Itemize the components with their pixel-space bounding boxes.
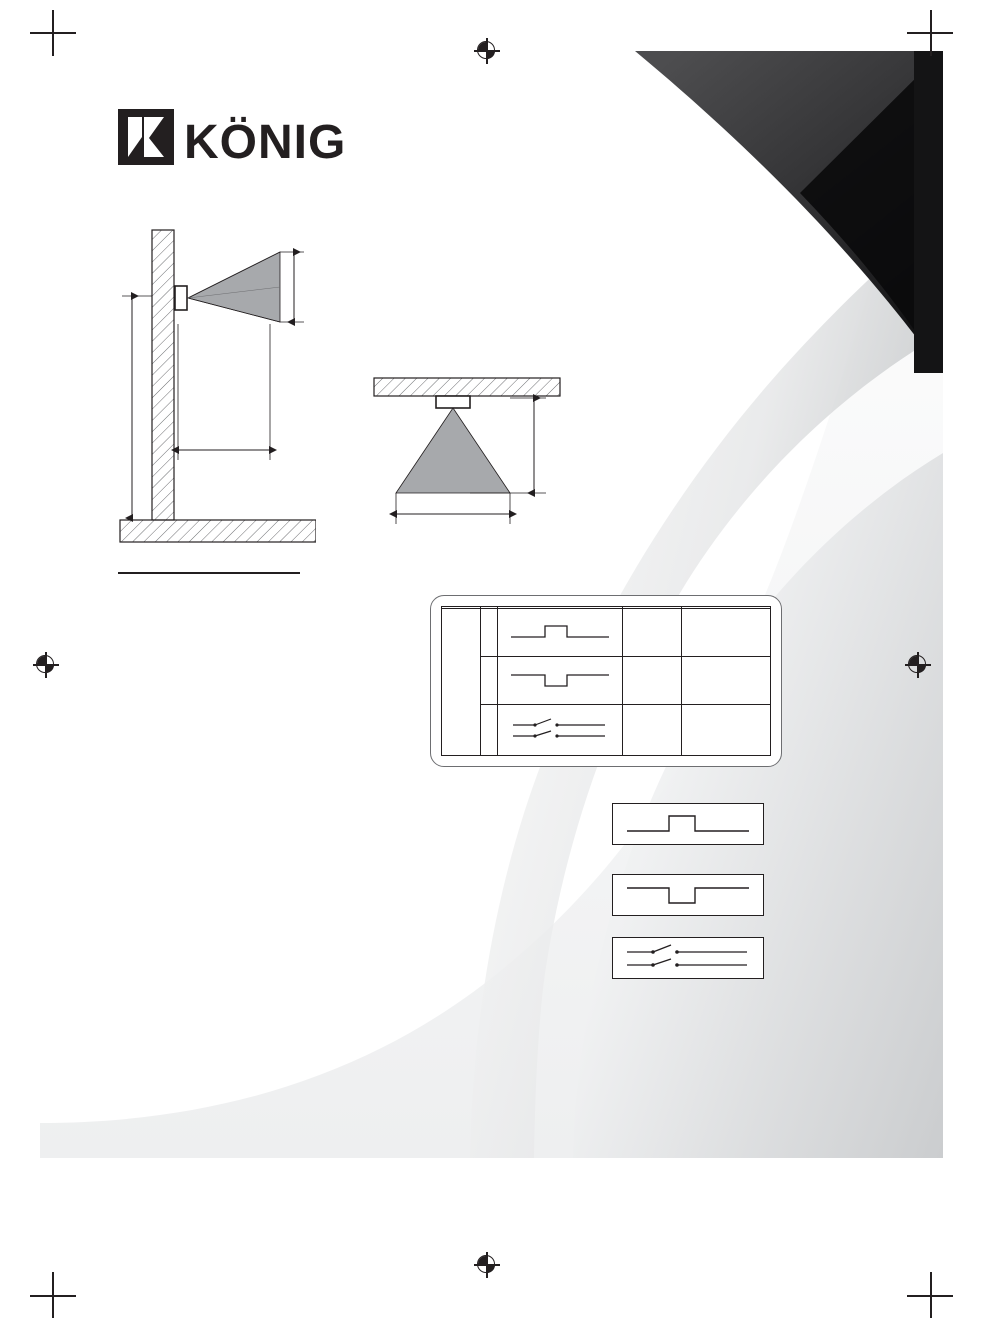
table-row: [442, 704, 771, 755]
brand-logo: [118, 105, 358, 177]
value-cell: [623, 608, 682, 656]
registration-target: [905, 652, 931, 678]
registration-target: [33, 652, 59, 678]
row-index-cell: [481, 704, 498, 755]
registration-target: [474, 1252, 500, 1278]
legend-pulse-low: [612, 874, 764, 916]
row-index-cell: [481, 608, 498, 656]
note-cell: [682, 608, 771, 656]
pulse-high-waveform-icon: [498, 608, 623, 656]
table-row: [442, 656, 771, 704]
relay-contact-symbol-icon: [498, 704, 623, 755]
row-label-cell: [442, 608, 481, 755]
legend-relay: [612, 937, 764, 979]
value-cell: [623, 704, 682, 755]
registration-target: [474, 38, 500, 64]
note-cell: [682, 656, 771, 704]
table-row: [442, 608, 771, 656]
row-index-cell: [481, 656, 498, 704]
crop-mark: [893, 1258, 953, 1318]
signal-type-table: [430, 595, 782, 767]
figure-caption-rule: [118, 572, 300, 574]
svg-text:KÖNIG: KÖNIG: [184, 116, 347, 169]
legend-pulse-high: [612, 803, 764, 845]
signal-type-table-inner: [441, 606, 771, 756]
note-cell: [682, 704, 771, 755]
crop-mark: [893, 10, 953, 70]
crop-mark: [30, 10, 90, 70]
wall-mount-diagram: [118, 228, 316, 558]
value-cell: [623, 656, 682, 704]
pulse-low-waveform-icon: [498, 656, 623, 704]
ceiling-mount-diagram: [370, 368, 570, 546]
crop-mark: [30, 1258, 90, 1318]
